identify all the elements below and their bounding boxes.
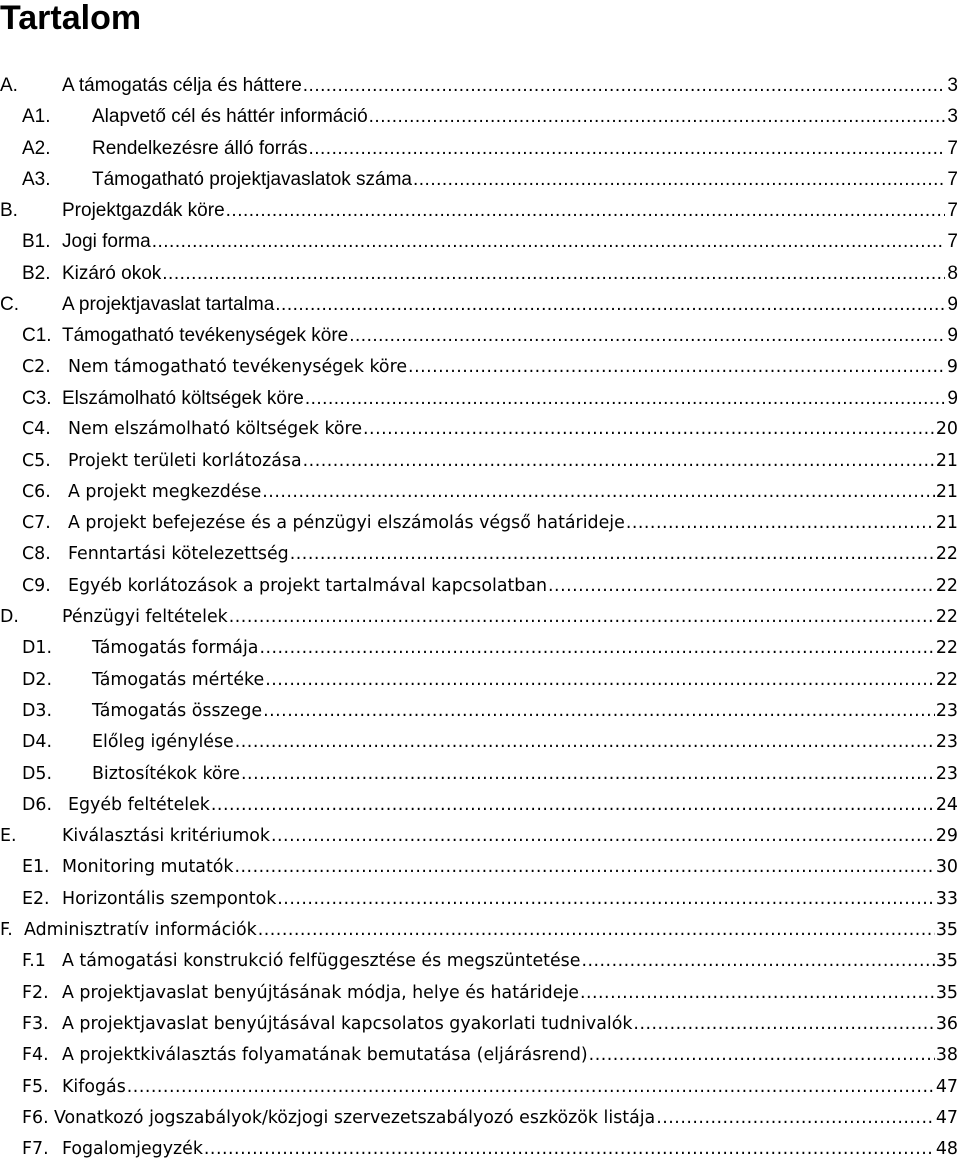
toc-entry[interactable] (0, 539, 958, 570)
toc-entry[interactable] (0, 665, 958, 696)
page-title: Tartalom (0, 0, 142, 37)
toc-number: E2. (22, 888, 50, 909)
dot-leader (363, 414, 935, 445)
toc-label: Fenntartási kötelezettség (68, 544, 289, 565)
toc-label: Monitoring mutatók (62, 857, 234, 878)
toc-entry[interactable] (0, 383, 958, 414)
toc-label: Előleg igénylése (92, 732, 234, 753)
dot-leader (633, 1009, 934, 1040)
toc-number: F4. (22, 1045, 49, 1066)
toc-label: Egyéb feltételek (68, 794, 210, 815)
toc-label: A támogatás célja és háttere (62, 75, 302, 96)
toc-number: C1. (22, 325, 52, 347)
toc-label: Elszámolható költségek köre (62, 387, 304, 409)
toc-page-number: 7 (947, 168, 958, 190)
toc-entry[interactable] (0, 633, 958, 664)
toc-entry[interactable] (0, 915, 958, 946)
dot-leader (262, 477, 935, 508)
toc-number: C9. (22, 575, 51, 596)
toc-number: D6. (22, 794, 52, 815)
toc-number: C2. (22, 356, 51, 377)
toc-page-number: 22 (935, 607, 958, 628)
toc-label: Pénzügyi feltételek (62, 607, 228, 628)
toc-label: Horizontális szempontok (62, 888, 277, 909)
toc-number: D3. (22, 700, 52, 721)
toc-entry[interactable] (0, 1103, 958, 1134)
toc-page-number: 9 (947, 294, 958, 316)
dot-leader (308, 133, 945, 164)
toc-number: C. (0, 294, 19, 316)
toc-page-number: 48 (935, 1139, 958, 1160)
toc-entry[interactable] (0, 790, 958, 821)
toc-number: A3. (22, 168, 51, 190)
toc-entry[interactable] (0, 352, 958, 383)
toc-page-number: 47 (935, 1107, 958, 1128)
toc-label: Nem támogatható tevékenységek köre (68, 356, 408, 377)
toc-page-number: 24 (935, 794, 958, 815)
toc-number: C7. (22, 513, 51, 534)
toc-label: A támogatási konstrukció felfüggesztése és megszüntetése (62, 951, 581, 972)
dot-leader (265, 665, 935, 696)
toc-page-number: 9 (947, 325, 958, 347)
toc-number: F.1 (22, 951, 46, 972)
dot-leader (656, 1103, 935, 1134)
toc-label: Adminisztratív információk (24, 920, 257, 941)
toc-entry[interactable] (0, 70, 958, 101)
toc-label: Alapvető cél és háttér információ (92, 106, 368, 128)
toc-number: D. (0, 607, 19, 628)
dot-leader (349, 320, 945, 351)
toc-label: Projekt területi korlátozása (68, 450, 302, 471)
dot-leader (271, 821, 935, 852)
toc-entry[interactable] (0, 164, 958, 195)
toc-page-number: 23 (935, 763, 958, 784)
toc-label: Biztosítékok köre (92, 763, 241, 784)
toc-number: A. (0, 75, 18, 96)
toc-label: Fogalomjegyzék (62, 1139, 203, 1160)
dot-leader (127, 1072, 935, 1103)
toc-entry[interactable] (0, 696, 958, 727)
toc-entry[interactable] (0, 446, 958, 477)
dot-leader (413, 164, 945, 195)
toc-page-number: 35 (935, 951, 958, 972)
toc-label: Vonatkozó jogszabályok/közjogi szervezetszabályozó eszközök listája (54, 1107, 656, 1128)
dot-leader (235, 727, 935, 758)
toc-entry[interactable] (0, 195, 958, 226)
toc-entry[interactable] (0, 508, 958, 539)
toc-page-number: 22 (935, 638, 958, 659)
toc-label: A projektkiválasztás folyamatának bemutatása (eljárásrend) (62, 1045, 588, 1066)
toc-label: Támogatás összege (92, 700, 263, 721)
dot-leader (275, 289, 945, 320)
toc-page-number: 22 (935, 544, 958, 565)
toc-label: Támogatás formája (92, 638, 259, 659)
toc-page-number: 29 (935, 826, 958, 847)
toc-number: F7. (22, 1139, 49, 1160)
toc-number: D2. (22, 669, 52, 690)
toc-entry[interactable] (0, 571, 958, 602)
toc-number: C3. (22, 387, 52, 409)
toc-label: Jogi forma (62, 231, 151, 253)
dot-leader (626, 508, 935, 539)
toc-number: C8. (22, 544, 51, 565)
toc-page-number: 23 (935, 732, 958, 753)
toc-number: C4. (22, 419, 51, 440)
toc-entry[interactable] (0, 946, 958, 977)
toc-page-number: 22 (935, 669, 958, 690)
toc-label: A projekt befejezése és a pénzügyi elszámolás végső határideje (68, 513, 625, 534)
toc-page-number: 9 (946, 356, 958, 377)
dot-leader (303, 70, 945, 101)
toc-page-number: 35 (935, 920, 958, 941)
toc-number: C5. (22, 450, 51, 471)
toc-entry[interactable] (0, 133, 958, 164)
dot-leader (226, 195, 945, 226)
toc-label: Kizáró okok (62, 262, 162, 284)
dot-leader (303, 446, 935, 477)
toc-page-number: 7 (947, 231, 958, 253)
dot-leader (204, 1134, 935, 1165)
dot-leader (589, 1040, 935, 1071)
dot-leader (290, 539, 935, 570)
toc-number: E1. (22, 857, 50, 878)
toc-entry[interactable] (0, 414, 958, 445)
dot-leader (305, 383, 945, 414)
toc-entry[interactable] (0, 320, 958, 351)
toc-entry[interactable] (0, 477, 958, 508)
toc-number: F6. (22, 1107, 49, 1128)
toc-label: Támogatás mértéke (92, 669, 265, 690)
toc-entry[interactable] (0, 289, 958, 320)
toc-page-number: 23 (935, 700, 958, 721)
dot-leader (263, 696, 935, 727)
toc-entry[interactable] (0, 226, 958, 257)
toc-number: F3. (22, 1013, 49, 1034)
toc-label: A projekt megkezdése (68, 481, 262, 502)
toc-label: Projektgazdák köre (62, 200, 225, 222)
toc-page-number: 30 (935, 857, 958, 878)
toc-page-number: 20 (935, 419, 958, 440)
toc-page-number: 38 (935, 1045, 958, 1066)
toc-number: B1. (22, 231, 51, 253)
toc-label: Kifogás (62, 1076, 126, 1097)
toc-page-number: 35 (935, 982, 958, 1003)
toc-entry[interactable] (0, 727, 958, 758)
dot-leader (408, 352, 945, 383)
toc-entry[interactable] (0, 1009, 958, 1040)
dot-leader (369, 101, 945, 132)
toc-entry[interactable] (0, 852, 958, 883)
dot-leader (211, 790, 935, 821)
dot-leader (548, 571, 935, 602)
toc-label: Támogatható projektjavaslatok száma (92, 168, 412, 190)
toc-page-number: 33 (935, 888, 958, 909)
toc-label: Nem elszámolható költségek köre (68, 419, 363, 440)
toc-label: A projektjavaslat tartalma (62, 294, 275, 316)
toc-label: Támogatható tevékenységek köre (62, 325, 349, 347)
toc-page-number: 7 (947, 137, 958, 159)
toc-number: E. (0, 826, 17, 847)
toc-entry[interactable] (0, 821, 958, 852)
toc-number: C6. (22, 481, 51, 502)
toc-number: D4. (22, 732, 52, 753)
dot-leader (235, 852, 935, 883)
toc-page-number: 21 (935, 481, 958, 502)
toc-label: Kiválasztási kritériumok (62, 826, 270, 847)
toc-number: B. (0, 200, 18, 222)
toc-number: D5. (22, 763, 52, 784)
toc-entry[interactable] (0, 759, 958, 790)
dot-leader (259, 633, 934, 664)
dot-leader (581, 946, 934, 977)
toc-number: F5. (22, 1076, 49, 1097)
toc-page-number: 8 (947, 262, 958, 284)
toc-entry[interactable] (0, 884, 958, 915)
toc-entry[interactable] (0, 1040, 958, 1071)
dot-leader (162, 258, 945, 289)
toc-page-number: 47 (935, 1076, 958, 1097)
dot-leader (241, 759, 935, 790)
toc-page-number: 3 (947, 75, 958, 96)
dot-leader (229, 602, 935, 633)
toc-label: Egyéb korlátozások a projekt tartalmával kapcsolatban (68, 575, 548, 596)
toc-label: Rendelkezésre álló forrás (92, 137, 308, 159)
toc-entry[interactable] (0, 258, 958, 289)
toc-number: A1. (22, 106, 51, 128)
toc-number: B2. (22, 262, 51, 284)
toc-page-number: 22 (935, 575, 958, 596)
toc-page-number: 9 (947, 387, 958, 409)
toc-page-number: 7 (947, 200, 958, 222)
toc-number: D1. (22, 638, 52, 659)
dot-leader (580, 978, 935, 1009)
toc-label: A projektjavaslat benyújtásának módja, helye és határideje (62, 982, 579, 1003)
toc-number: A2. (22, 137, 51, 159)
dot-leader (277, 884, 935, 915)
toc-number: F2. (22, 982, 49, 1003)
toc-entry[interactable] (0, 978, 958, 1009)
table-of-contents (0, 70, 958, 1165)
toc-page-number: 21 (935, 450, 958, 471)
dot-leader (258, 915, 935, 946)
toc-entry[interactable] (0, 602, 958, 633)
toc-page-number: 3 (947, 106, 958, 128)
toc-number: F. (0, 920, 13, 941)
toc-entry[interactable] (0, 101, 958, 132)
dot-leader (152, 226, 945, 257)
toc-page-number: 21 (935, 513, 958, 534)
toc-entry[interactable] (0, 1134, 958, 1165)
toc-entry[interactable] (0, 1072, 958, 1103)
toc-page-number: 36 (935, 1013, 958, 1034)
toc-label: A projektjavaslat benyújtásával kapcsolatos gyakorlati tudnivalók (62, 1013, 633, 1034)
